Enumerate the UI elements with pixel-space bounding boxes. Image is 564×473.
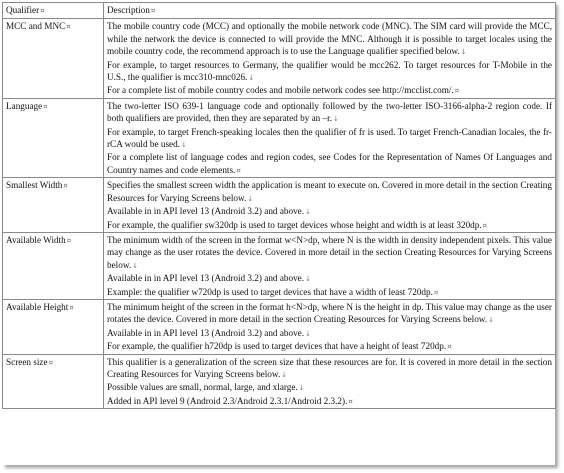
description-text: For example, to target resources to Germany, the qualifier would be mcc262. To target resources for T-Mobile in the U.S., the qualifier is mcc310-mnc026. — [107, 59, 552, 83]
description-text: For example, to target French-speaking locales then the qualifier of fr is used. To target French-Canadian locales, the fr-rCA would be used. — [107, 126, 552, 150]
cell-end-mark: ¤ — [447, 343, 452, 352]
description-header-label: Description — [107, 5, 150, 15]
line-break-mark: ↓ — [298, 384, 305, 393]
description-paragraph — [107, 84, 552, 97]
table-row — [3, 19, 556, 98]
qualifier-cell — [3, 299, 104, 354]
table-row — [3, 178, 556, 233]
description-paragraph — [107, 356, 552, 382]
description-paragraph — [107, 205, 552, 218]
description-text: For a complete list of language codes and region codes, see Codes for the Representation of Names Of Languages and Country names and code elements. — [107, 152, 552, 175]
cell-end-mark: ¤ — [48, 358, 54, 367]
line-break-mark: ↓ — [305, 208, 311, 217]
description-paragraph — [107, 59, 552, 85]
table-row — [3, 98, 556, 177]
cell-end-mark: ¤ — [66, 236, 72, 245]
qualifier-cell — [3, 178, 104, 233]
table-header-row — [3, 3, 556, 19]
description-cell — [104, 299, 556, 354]
qualifier-cell — [3, 19, 104, 98]
description-paragraph — [107, 100, 552, 126]
qualifier-cell — [3, 232, 104, 299]
description-paragraph — [107, 395, 552, 408]
qualifier-table — [2, 2, 556, 409]
description-text: The minimum height of the screen in the format h<N>dp, where N is the height in dp. This value may change as the user rotates the device. Covered in more detail in the section Creating Resources for Varying Screens below. — [107, 301, 552, 325]
description-paragraph — [107, 20, 552, 58]
qualifier-name: MCC and MNC — [6, 21, 66, 32]
cell-end-mark: ¤ — [433, 288, 439, 297]
line-break-mark: ↓ — [248, 74, 255, 83]
description-paragraph — [107, 179, 552, 205]
description-text: Added in API level 9 (Android 2.3/Android 2.3.1/Android 2.3.2). — [107, 395, 348, 406]
line-break-mark: ↓ — [488, 316, 495, 325]
description-text: Example: the qualifier w720dp is used to target devices that have a width of least 720dp. — [107, 286, 433, 297]
line-break-mark: ↓ — [333, 115, 339, 124]
qualifier-name: Available Width — [6, 234, 66, 245]
document-page — [2, 2, 555, 465]
qualifier-cell — [3, 354, 104, 409]
cell-end-mark: ¤ — [69, 303, 74, 312]
description-paragraph — [107, 286, 552, 299]
line-break-mark: ↓ — [460, 48, 467, 57]
description-cell — [104, 354, 556, 409]
qualifier-cell — [3, 98, 104, 177]
line-break-mark: ↓ — [247, 194, 254, 203]
description-cell — [104, 19, 556, 98]
cell-end-mark: ¤ — [454, 87, 460, 96]
description-cell — [104, 98, 556, 177]
qualifier-name: Language — [6, 100, 43, 111]
cell-end-mark: ¤ — [43, 102, 48, 111]
description-paragraph — [107, 219, 552, 232]
description-paragraph — [107, 151, 552, 177]
description-paragraph — [107, 126, 552, 152]
line-break-mark: ↓ — [305, 275, 311, 284]
table-row — [3, 232, 556, 299]
description-text: For example, the qualifier h720dp is used to target devices that have a height of least 720dp. — [107, 341, 447, 352]
qualifier-column-header — [3, 3, 104, 19]
cell-end-mark: ¤ — [40, 7, 45, 15]
description-text: Possible values are small, normal, large, and xlarge. — [107, 382, 298, 393]
description-paragraph — [107, 381, 552, 394]
description-text: Specifies the smallest screen width the application is meant to execute on. Covered in more detail in the section Creating Resources for Varying Screens below. — [107, 180, 552, 203]
line-break-mark: ↓ — [281, 370, 288, 379]
cell-end-mark: ¤ — [66, 23, 71, 32]
description-column-header — [104, 3, 556, 19]
cell-end-mark: ¤ — [150, 7, 156, 15]
description-text: For a complete list of mobile country codes and mobile network codes see http://mcclist.com/. — [107, 85, 454, 96]
description-text: For example, the qualifier sw320dp is used to target devices whose height and width is at least 320dp. — [107, 219, 482, 230]
line-break-mark: ↓ — [180, 141, 187, 150]
description-text: The two-letter ISO 639-1 language code and optionally followed by the two-letter ISO-3166-alpha-2 region code. If both qualifiers are provided, then they are separated by an –r. — [107, 100, 552, 124]
description-text: Available in in API level 13 (Android 3.2) and above. — [107, 206, 305, 217]
cell-end-mark: ¤ — [482, 221, 488, 230]
line-break-mark: ↓ — [132, 261, 139, 270]
cell-end-mark: ¤ — [348, 397, 353, 406]
qualifier-name: Smallest Width — [6, 180, 63, 191]
qualifier-name: Screen size — [6, 356, 48, 367]
description-text: The mobile country code (MCC) and optionally the mobile network code (MNC). The SIM card will provide the MCC, while the network the device is connected to will provide the MNC. Although it is possible to target locales using the mobile country code, the recommend approach is to use the Language qualifier specified below. — [107, 21, 552, 57]
cell-end-mark: ¤ — [63, 182, 68, 191]
description-cell — [104, 178, 556, 233]
description-paragraph — [107, 272, 552, 285]
line-break-mark: ↓ — [305, 329, 311, 338]
description-paragraph — [107, 301, 552, 327]
description-text: Available in in API level 13 (Android 3.2) and above. — [107, 327, 305, 338]
table-row — [3, 354, 556, 409]
description-paragraph — [107, 234, 552, 272]
qualifier-name: Available Height — [6, 301, 69, 312]
description-cell — [104, 232, 556, 299]
table-body — [3, 19, 556, 409]
description-paragraph — [107, 327, 552, 340]
table-row — [3, 299, 556, 354]
description-paragraph — [107, 340, 552, 353]
cell-end-mark: ¤ — [236, 166, 241, 175]
description-text: This qualifier is a generalization of the screen size that these resources are for. It is covered in more detail in the section Creating Resources for Varying Screens below. — [107, 356, 552, 379]
qualifier-header-label: Qualifier — [6, 5, 40, 15]
description-text: The minimum width of the screen in the format w<N>dp, where N is the width in density independent pixels. This value may change as the user rotates the device. Covered in more detail in the section Creating Resources for Varying Screens below. — [107, 234, 552, 270]
description-text: Available in in API level 13 (Android 3.2) and above. — [107, 273, 305, 284]
